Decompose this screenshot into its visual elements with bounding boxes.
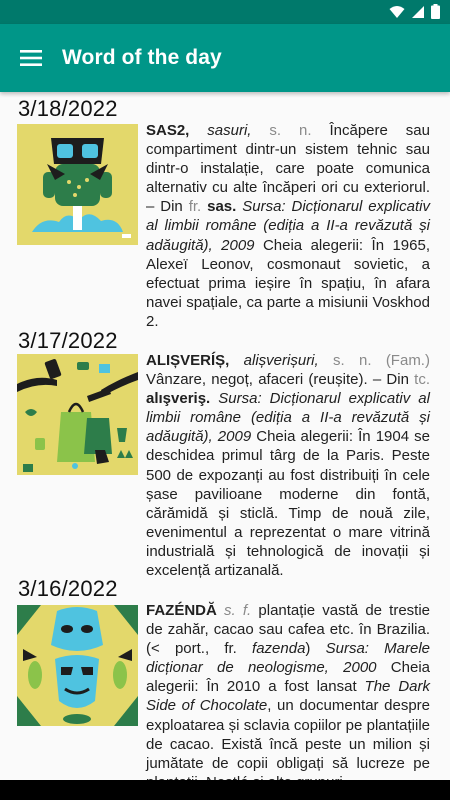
entry-note: (Fam.) [385, 352, 430, 369]
entry-source: Sursa: Marele dicționar de neologisme, 2000 [146, 640, 431, 677]
entry-grammar: s. n. [269, 122, 312, 139]
menu-button[interactable] [0, 24, 62, 92]
entry-origin-word: fazenda [252, 640, 306, 658]
entry-reason: Cheia alegerii: În 1965, Alexeï Leonov, cosmonaut sovietic, a efectuat prima ieșire în spațiu, în afara navei spațiale, ca parte a misiunii Voskhod 2. [146, 236, 430, 330]
entry-text[interactable] [146, 601, 430, 792]
entry-reason: Cheia alegerii: În 1904 se deschidea primul târg de la Paris. Peste 500 de expozanți au fost distribuiți în cele șase pavilioane moderne din fontă, cărămidă și sticlă. Timp de nouă zile, evenimentul a reprezentat o mare vitrină industrială și tehnologică de inovații și excelență artizanală. [146, 428, 430, 580]
entry-date: 3/17/2022 [18, 328, 118, 353]
entry-forms: alișverișuri, [243, 352, 319, 369]
entry-grammar: s. n. [333, 352, 372, 369]
entry-source: Sursa: Dicționarul explicativ al limbii române (ediția a II-a revăzută și adăugită), 2009 [146, 198, 430, 254]
battery-icon [431, 4, 440, 19]
system-nav-bar [0, 780, 450, 800]
entry-reason-end: , un documentar despre exploatarea și sclavia copiilor pe plantațiile de cacao. Există încă peste un milion și jumătate de copii obligați să lucreze pe [146, 697, 430, 772]
entry-definition: Încăpere sau compartiment dintr-un sistem tehnic sau dintr-o instalație, care poate comunica alternativ cu alte încăperi ori cu exteriorul. – Din [146, 122, 430, 216]
app-bar [0, 24, 450, 92]
entry-word: SAS2, [146, 122, 190, 139]
wifi-icon [389, 5, 405, 19]
mask-illustration [17, 605, 138, 726]
entry-date: 3/16/2022 [18, 576, 118, 601]
entry-origin-lang: fr. [188, 198, 202, 216]
entry-reason-title: The Dark Side of Chocolate [146, 678, 430, 715]
status-bar [0, 0, 450, 24]
signal-icon [411, 5, 425, 19]
entry-text[interactable] [146, 351, 430, 580]
entry-thumbnail[interactable] [17, 354, 138, 475]
entry-origin-word: sas. [207, 198, 237, 216]
menu-icon [20, 50, 42, 66]
astronaut-illustration [17, 124, 138, 245]
entry-date: 3/18/2022 [18, 96, 118, 121]
entry-source: Sursa: Dicționarul explicativ al limbii române (ediția a II-a revăzută și adăugită), 2009 [146, 390, 430, 446]
entry-reason-start: Cheia alegerii: În 2010 a fost lansat [146, 659, 430, 696]
entry-thumbnail[interactable] [17, 124, 138, 245]
entry-definition: plantație vastă de trestie de zahăr, cacao sau cafea etc. în Brazilia. (< port., fr. [146, 602, 431, 658]
entry-word: ALIȘVERÍȘ, [146, 352, 230, 369]
entry-definition: Vânzare, negoț, afaceri (reușite). – Din [146, 371, 409, 389]
app-title: Word of the day [62, 46, 222, 69]
shopping-illustration [17, 354, 138, 475]
entry-origin-word: alışveriş. [146, 390, 211, 408]
entry-text[interactable] [146, 121, 430, 331]
entry-word: FAZÉNDĂ [146, 602, 217, 619]
status-icons [389, 4, 440, 19]
entry-definition-end: ) [305, 640, 311, 658]
entry-origin-lang: tc. [414, 371, 430, 389]
entry-thumbnail[interactable] [17, 605, 138, 726]
entry-grammar: s. f. [224, 602, 252, 619]
word-list[interactable] [0, 92, 450, 780]
entry-forms: sasuri, [207, 122, 252, 139]
